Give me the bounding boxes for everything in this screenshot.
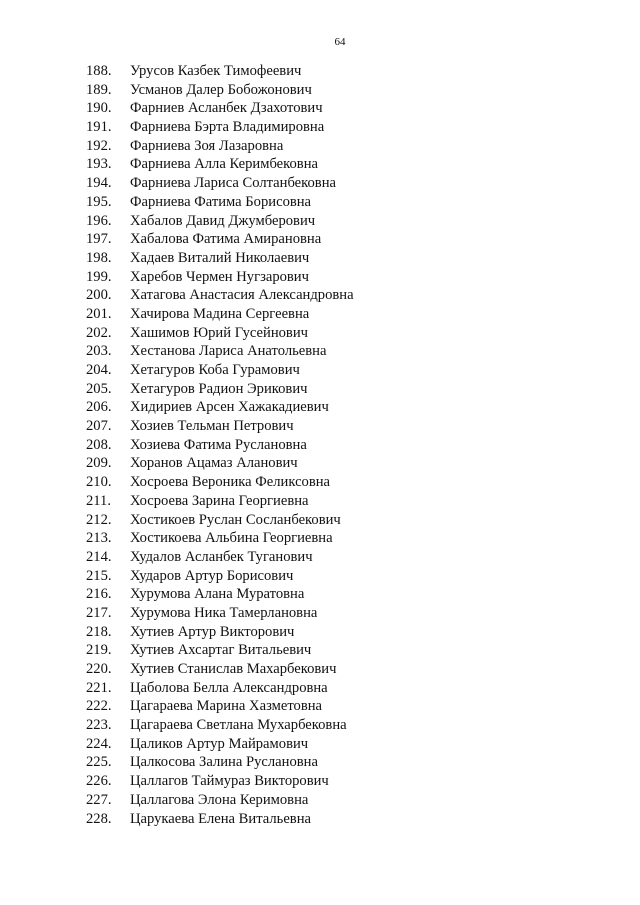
page-number: 64: [334, 36, 346, 48]
item-name: Хурумова Ника Тамерлановна: [130, 604, 318, 621]
list-item: [86, 697, 354, 716]
item-number: 190.: [86, 100, 112, 117]
item-name: Хутиев Станислав Махарбекович: [130, 661, 337, 677]
list-item: [86, 305, 354, 324]
item-name: Хударов Артур Борисович: [130, 567, 294, 584]
item-name: Хостикоева Альбина Георгиевна: [130, 530, 333, 547]
list-item: [86, 342, 354, 361]
item-name: Фарниева Лариса Солтанбековна: [130, 175, 336, 192]
item-name: Фарниева Бэрта Владимировна: [130, 119, 325, 136]
item-number: 189.: [86, 81, 112, 98]
item-name: Урусов Казбек Тимофеевич: [130, 63, 302, 79]
item-name: Хоранов Ацамаз Аланович: [130, 455, 298, 472]
list-item: [86, 212, 354, 231]
list-item: [86, 735, 354, 754]
item-number: 193.: [86, 156, 112, 173]
list-item: [86, 623, 354, 642]
item-name: Цагараева Марина Хазметовна: [130, 698, 322, 715]
list-item: [86, 511, 354, 530]
item-name: Хостикоев Руслан Сосланбекович: [130, 511, 341, 528]
list-item: [86, 529, 354, 548]
list-item: [86, 286, 354, 305]
item-number: 199.: [86, 268, 112, 285]
list-item: [86, 660, 354, 679]
list-item: [86, 324, 354, 343]
item-name: Хетагуров Коба Гурамович: [130, 362, 300, 378]
item-name: Цаллагов Таймураз Викторович: [130, 773, 329, 790]
item-name: Хосроева Зарина Георгиевна: [130, 492, 309, 509]
item-number: 228.: [86, 810, 112, 827]
item-number: 224.: [86, 735, 112, 752]
item-number: 196.: [86, 212, 112, 229]
item-number: 216.: [86, 586, 112, 603]
list-item: [86, 417, 354, 436]
item-name: Хозиев Тельман Петрович: [130, 418, 294, 435]
list-item: [86, 137, 354, 156]
list-item: [86, 436, 354, 455]
item-number: 218.: [86, 623, 112, 640]
list-item: [86, 81, 354, 100]
list-item: [86, 268, 354, 287]
list-item: [86, 772, 354, 791]
item-number: 222.: [86, 698, 112, 715]
item-number: 203.: [86, 343, 112, 360]
item-number: 220.: [86, 661, 112, 677]
item-name: Хабалова Фатима Амирановна: [130, 231, 322, 248]
item-number: 214.: [86, 548, 112, 565]
list-item: [86, 716, 354, 735]
item-number: 194.: [86, 175, 112, 192]
item-number: 227.: [86, 791, 112, 808]
list-item: [86, 473, 354, 492]
item-name: Хатагова Анастасия Александровна: [130, 287, 354, 304]
item-number: 205.: [86, 380, 112, 397]
item-number: 217.: [86, 604, 112, 621]
item-name: Царукаева Елена Витальевна: [130, 810, 311, 827]
item-name: Хурумова Алана Муратовна: [130, 586, 305, 603]
item-name: Фарниева Зоя Лазаровна: [130, 137, 284, 154]
item-number: 192.: [86, 137, 112, 154]
item-number: 221.: [86, 679, 112, 696]
item-name: Хосроева Вероника Феликсовна: [130, 474, 331, 491]
list-item: [86, 810, 354, 829]
list-item: [86, 62, 354, 81]
item-name: Фарниева Алла Керимбековна: [130, 156, 318, 173]
item-number: 202.: [86, 324, 112, 341]
list-item: [86, 380, 354, 399]
item-number: 200.: [86, 287, 112, 304]
list-item: [86, 155, 354, 174]
item-number: 226.: [86, 773, 112, 790]
item-name: Хидириев Арсен Хажакадиевич: [130, 399, 329, 416]
list-item: [86, 174, 354, 193]
item-number: 210.: [86, 474, 112, 491]
list-item: [86, 118, 354, 137]
list-item: [86, 249, 354, 268]
item-name: Хозиева Фатима Руслановна: [130, 436, 307, 453]
list-item: [86, 641, 354, 660]
item-name: Фарниев Асланбек Дзахотович: [130, 100, 323, 117]
item-name: Цаликов Артур Майрамович: [130, 735, 309, 752]
item-name: Хутиев Ахсартаг Витальевич: [130, 642, 312, 659]
item-name: Хашимов Юрий Гусейнович: [130, 324, 308, 341]
item-number: 223.: [86, 717, 112, 734]
list-item: [86, 492, 354, 511]
list-item: [86, 99, 354, 118]
item-number: 215.: [86, 567, 112, 584]
list-item: [86, 604, 354, 623]
item-name: Харебов Чермен Нугзарович: [130, 268, 309, 285]
item-name: Цалкосова Залина Руслановна: [130, 754, 318, 771]
item-name: Хадаев Виталий Николаевич: [130, 249, 310, 266]
list-item: [86, 454, 354, 473]
item-name: Хачирова Мадина Сергеевна: [130, 305, 310, 322]
list-item: [86, 361, 354, 380]
item-number: 208.: [86, 436, 112, 453]
item-name: Цагараева Светлана Мухарбековна: [130, 717, 347, 734]
item-number: 225.: [86, 754, 112, 771]
list-item: [86, 791, 354, 810]
item-name: Цаллагова Элона Керимовна: [130, 791, 309, 808]
item-name: Цаболова Белла Александровна: [130, 679, 328, 696]
item-number: 198.: [86, 249, 112, 266]
item-number: 206.: [86, 399, 112, 416]
item-number: 201.: [86, 305, 112, 322]
item-number: 212.: [86, 511, 112, 528]
item-number: 209.: [86, 455, 112, 472]
item-number: 219.: [86, 642, 112, 659]
item-number: 188.: [86, 63, 112, 79]
item-number: 197.: [86, 231, 112, 248]
name-list: [86, 62, 354, 828]
item-name: Фарниева Фатима Борисовна: [130, 193, 312, 210]
list-item: [86, 679, 354, 698]
item-name: Хестанова Лариса Анатольевна: [130, 343, 327, 360]
item-number: 211.: [86, 492, 111, 509]
item-number: 191.: [86, 119, 112, 136]
item-number: 213.: [86, 530, 112, 547]
item-name: Худалов Асланбек Туганович: [130, 548, 313, 565]
list-item: [86, 398, 354, 417]
item-number: 195.: [86, 193, 112, 210]
item-name: Хетагуров Радион Эрикович: [130, 380, 308, 397]
list-item: [86, 548, 354, 567]
list-item: [86, 585, 354, 604]
item-name: Хутиев Артур Викторович: [130, 623, 295, 640]
item-number: 207.: [86, 418, 112, 435]
item-number: 204.: [86, 362, 112, 378]
item-name: Хабалов Давид Джумберович: [130, 212, 316, 229]
item-name: Усманов Далер Бобожонович: [130, 81, 312, 98]
list-item: [86, 193, 354, 212]
list-item: [86, 753, 354, 772]
list-item: [86, 230, 354, 249]
list-item: [86, 567, 354, 586]
